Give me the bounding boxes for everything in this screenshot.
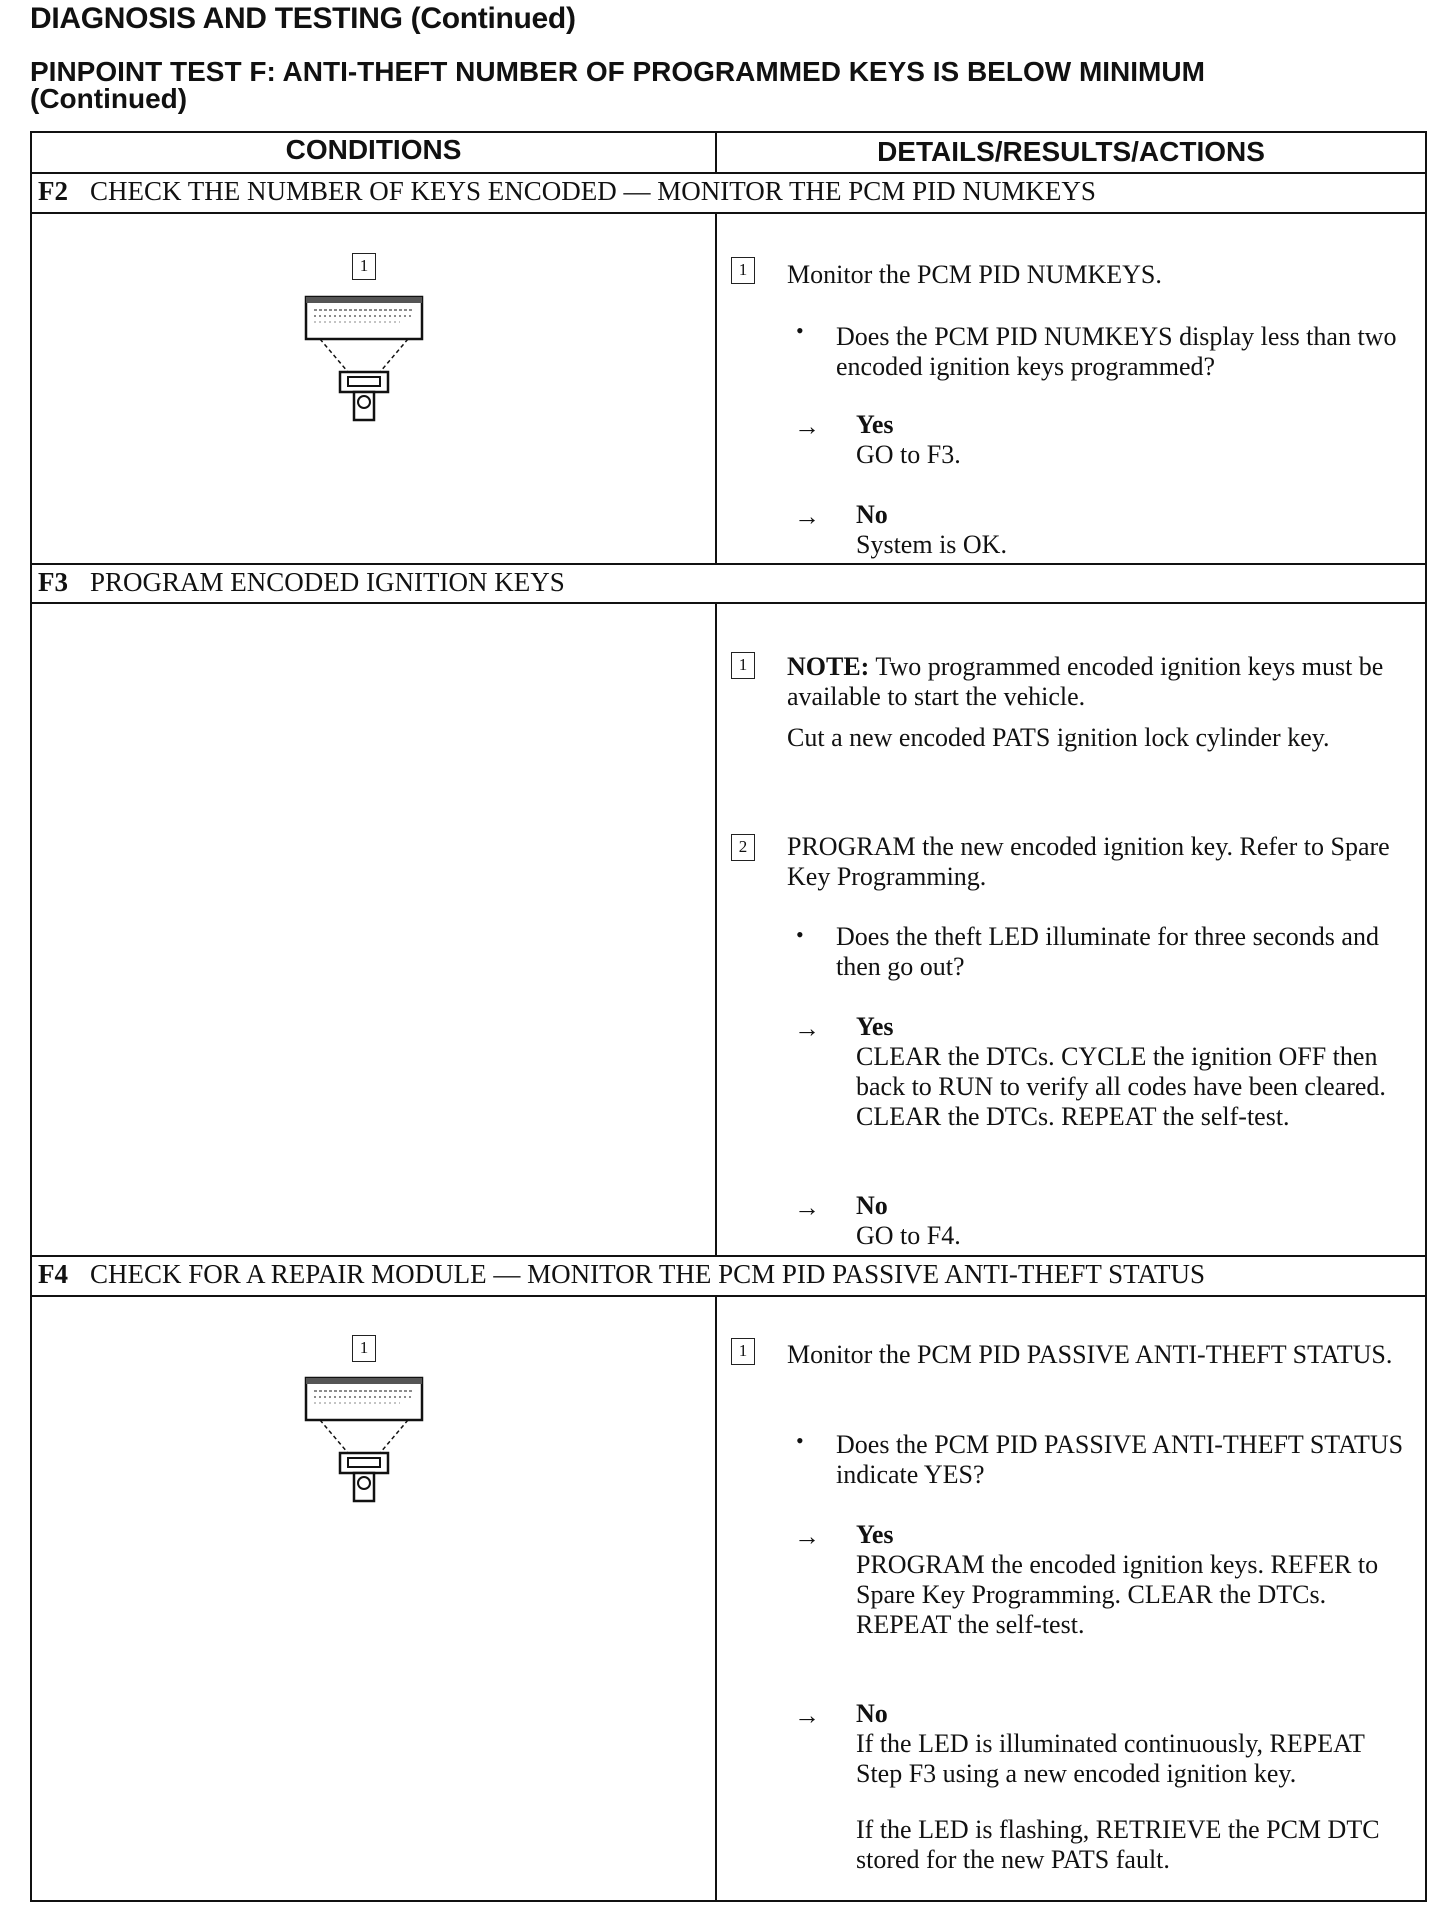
bullet: •: [796, 318, 804, 343]
yes-action: CLEAR the DTCs. CYCLE the ignition OFF then back to RUN to verify all codes have been cleared. CLEAR the DTCs. REPEAT the self-test.: [856, 1042, 1386, 1131]
no-label: No: [856, 1699, 888, 1728]
result-arrow-icon: →: [794, 1522, 820, 1551]
step-f3-title-row: [38, 567, 565, 598]
scan-tool-icon: [300, 1373, 430, 1508]
details-column-header: DETAILS/RESULTS/ACTIONS: [877, 136, 1265, 167]
step-id: F2: [38, 176, 68, 206]
result-arrow-icon: →: [794, 502, 820, 531]
yes-result: [856, 1012, 1416, 1132]
step-number: 1: [731, 1338, 755, 1365]
step-number: 1: [731, 652, 755, 679]
rule-under-f4-title: [30, 1295, 1427, 1297]
test-question: Does the theft LED illuminate for three seconds and then go out?: [836, 922, 1379, 981]
result-arrow-icon: →: [794, 1014, 820, 1043]
bullet: •: [796, 922, 804, 947]
no-label: No: [856, 1191, 888, 1220]
no-action: System is OK.: [856, 530, 1007, 559]
note-text: [787, 652, 1407, 712]
result-arrow-icon: →: [794, 412, 820, 441]
step-title: CHECK THE NUMBER OF KEYS ENCODED — MONITOR THE PCM PID NUMKEYS: [90, 176, 1096, 206]
no-result: [856, 1191, 1416, 1251]
step-title: PROGRAM ENCODED IGNITION KEYS: [90, 567, 565, 597]
rule-above-f4: [30, 1255, 1427, 1257]
rule-above-f3: [30, 563, 1427, 565]
bullet: •: [796, 1428, 804, 1453]
column-divider: [715, 1295, 717, 1902]
step-id: F3: [38, 567, 68, 597]
yes-label: Yes: [856, 410, 894, 439]
step-f2-title-row: [38, 176, 1096, 207]
step-number: 2: [731, 834, 755, 861]
no-result: [856, 1699, 1416, 1875]
no-label: No: [856, 500, 888, 529]
pinpoint-title-line2: (Continued): [30, 83, 188, 114]
no-action: If the LED is illuminated continuously, REPEAT Step F3 using a new encoded ignition key.: [856, 1729, 1365, 1788]
illustration-step-number: 1: [352, 1335, 376, 1362]
step-number: 1: [731, 257, 755, 284]
rule-under-headers: [30, 172, 1427, 174]
no-action: If the LED is flashing, RETRIEVE the PCM DTC stored for the new PATS fault.: [856, 1815, 1380, 1874]
result-arrow-icon: →: [794, 1193, 820, 1222]
column-divider: [715, 602, 717, 1255]
step-title: CHECK FOR A REPAIR MODULE — MONITOR THE PCM PID PASSIVE ANTI-THEFT STATUS: [90, 1259, 1206, 1289]
rule-under-f2-title: [30, 212, 1427, 214]
yes-action: PROGRAM the encoded ignition keys. REFER to Spare Key Programming. CLEAR the DTCs. REPEAT the self-test.: [856, 1550, 1379, 1639]
yes-action: GO to F3.: [856, 440, 961, 469]
step-id: F4: [38, 1259, 68, 1289]
rule-under-f3-title: [30, 602, 1427, 604]
yes-result: [856, 1520, 1416, 1640]
note-label: NOTE:: [787, 652, 870, 681]
no-result: [856, 500, 1416, 560]
illustration-step-number: 1: [352, 253, 376, 280]
no-action: GO to F4.: [856, 1221, 961, 1250]
step-instruction: Monitor the PCM PID PASSIVE ANTI-THEFT STATUS.: [787, 1340, 1393, 1369]
test-question: Does the PCM PID NUMKEYS display less than two encoded ignition keys programmed?: [836, 322, 1397, 381]
test-question: Does the PCM PID PASSIVE ANTI-THEFT STATUS indicate YES?: [836, 1430, 1404, 1489]
pinpoint-title-line1: PINPOINT TEST F: ANTI-THEFT NUMBER OF PROGRAMMED KEYS IS BELOW MINIMUM: [30, 56, 1205, 87]
step-instruction: Cut a new encoded PATS ignition lock cylinder key.: [787, 723, 1330, 752]
note-body: Two programmed encoded ignition keys must be available to start the vehicle.: [787, 652, 1384, 711]
yes-label: Yes: [856, 1520, 894, 1549]
pinpoint-test-title: [30, 58, 1205, 112]
yes-result: [856, 410, 1416, 470]
step-instruction: Monitor the PCM PID NUMKEYS.: [787, 260, 1162, 289]
conditions-column-header: CONDITIONS: [285, 134, 462, 165]
step-instruction: PROGRAM the new encoded ignition key. Refer to Spare Key Programming.: [787, 832, 1390, 891]
scan-tool-icon: [300, 292, 430, 427]
yes-label: Yes: [856, 1012, 894, 1041]
step-f4-title-row: [38, 1259, 1205, 1290]
column-divider: [715, 212, 717, 563]
page-header: DIAGNOSIS AND TESTING (Continued): [30, 2, 576, 35]
result-arrow-icon: →: [794, 1701, 820, 1730]
